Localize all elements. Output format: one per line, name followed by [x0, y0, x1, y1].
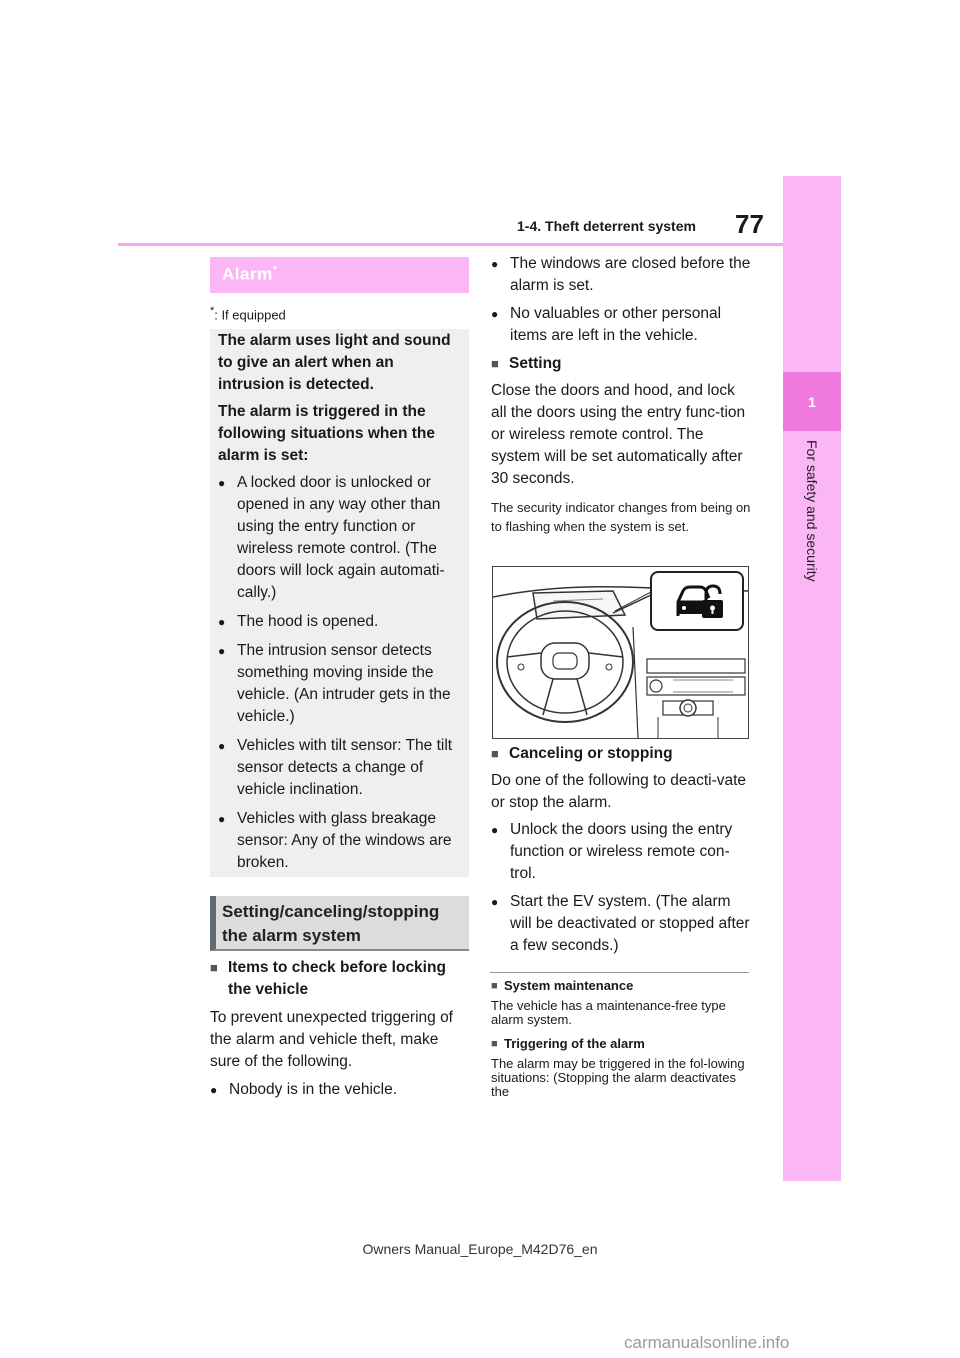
list-item: ● The hood is opened.	[218, 611, 459, 633]
setting-note: The security indicator changes from being on to flashing when the system is set.	[491, 500, 751, 534]
footnote: *: If equipped	[210, 305, 286, 323]
list-item: ● Vehicles with tilt sensor: The tilt sensor detects a change of vehicle inclination.	[218, 735, 459, 801]
note-heading: ■ Triggering of the alarm	[491, 1036, 751, 1052]
canceling-block	[491, 743, 751, 957]
list-item: ● Nobody is in the vehicle.	[210, 1079, 469, 1101]
alarm-intro: The alarm uses light and sound to give an alert when an intrusion is detected.	[218, 332, 451, 393]
watermark: carmanualsonline.info	[624, 1333, 790, 1352]
alarm-description-box	[210, 329, 469, 877]
alarm-section-heading: Alarm*	[210, 257, 469, 293]
side-tab	[783, 176, 841, 1181]
right-column-top	[491, 253, 751, 536]
dashboard-figure	[492, 566, 749, 739]
note-heading: ■ System maintenance	[491, 978, 751, 994]
alarm-trigger-intro: The alarm is triggered in the following situations when the alarm is set:	[218, 403, 435, 464]
footer-text: Owners Manual_Europe_M42D76_en	[362, 1241, 598, 1257]
canceling-heading: ■ Canceling or stopping	[491, 743, 751, 765]
setting-section-heading: Setting/canceling/stopping the alarm system	[210, 896, 469, 951]
canceling-body: Do one of the following to deacti-vate or stop the alarm.	[491, 772, 747, 811]
items-check-heading: ■ Items to check before locking the vehicle	[210, 957, 469, 1001]
setting-heading: ■ Setting	[491, 353, 751, 375]
header-divider	[118, 243, 783, 246]
notes-block	[491, 978, 751, 1099]
setting-body: Close the doors and hood, and lock all the doors using the entry func-tion or wireless remote control. The system will be set automatically after 30 seconds.	[491, 382, 746, 487]
list-item: ● The windows are closed before the alarm is set.	[491, 253, 751, 297]
list-item: ● Vehicles with glass breakage sensor: Any of the windows are broken.	[218, 808, 459, 874]
list-item: ● Start the EV system. (The alarm will be deactivated or stopped after a few seconds.)	[491, 891, 751, 957]
security-indicator-icon	[676, 582, 724, 620]
chapter-number-tab: 1	[783, 372, 841, 431]
list-item: ● Unlock the doors using the entry function or wireless remote con-trol.	[491, 819, 751, 885]
note-body: The vehicle has a maintenance-free type alarm system.	[491, 998, 726, 1027]
list-item: ● No valuables or other personal items are left in the vehicle.	[491, 303, 751, 347]
items-check-body: To prevent unexpected triggering of the alarm and vehicle theft, make sure of the following.	[210, 1009, 453, 1070]
list-item: ● The intrusion sensor detects something moving inside the vehicle. (An intruder gets in the vehicle.)	[218, 640, 459, 728]
page-number: 77	[735, 209, 764, 239]
notes-divider	[490, 972, 749, 973]
list-item: ● A locked door is unlocked or opened in any way other than using the entry function or wireless remote control. (The doors will lock again automati-cally.)	[218, 472, 459, 604]
note-body: The alarm may be triggered in the fol-lowing situations: (Stopping the alarm deactivates the	[491, 1056, 745, 1099]
chapter-title-vertical: For safety and security	[804, 440, 820, 582]
section-title: 1-4. Theft deterrent system	[517, 218, 696, 234]
items-check-block	[210, 957, 469, 1101]
